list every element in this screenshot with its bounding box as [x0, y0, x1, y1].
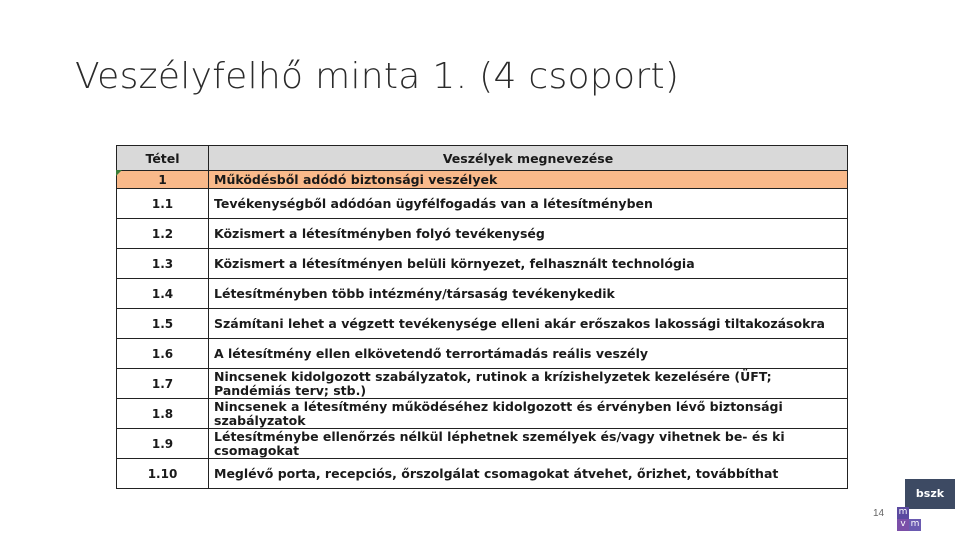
row-number: 1.5: [117, 309, 209, 339]
table-row: [117, 219, 848, 249]
row-number: 1.9: [117, 429, 209, 459]
row-number: 1.2: [117, 219, 209, 249]
table-row: [117, 339, 848, 369]
risk-table: [116, 145, 848, 489]
slide-title: Veszélyfelhő minta 1. (4 csoport): [75, 56, 680, 97]
row-number: 1.8: [117, 399, 209, 429]
table-row: [117, 249, 848, 279]
row-label: Számítani lehet a végzett tevékenysége elleni akár erőszakos lakossági tiltakozásokra: [209, 309, 848, 339]
group-number: 1: [117, 171, 209, 189]
risk-table-container: [116, 145, 847, 498]
table-row: [117, 429, 848, 459]
table-row: [117, 189, 848, 219]
row-label: Létesítményben több intézmény/társaság tevékenykedik: [209, 279, 848, 309]
mvm-logo-letter: m: [910, 519, 920, 529]
row-number: 1.4: [117, 279, 209, 309]
group-label: Működésből adódó biztonsági veszélyek: [209, 171, 848, 189]
table-row: [117, 459, 848, 489]
table-row: [117, 279, 848, 309]
table-row: [117, 369, 848, 399]
row-label: Létesítménybe ellenőrzés nélkül léphetnek személyek és/vagy vihetnek be- és ki csomagokat: [209, 429, 848, 459]
row-label: Nincsenek a létesítmény működéséhez kidolgozott és érvényben lévő biztonsági szabályzatok: [209, 399, 848, 429]
table-row: [117, 309, 848, 339]
row-number: 1.3: [117, 249, 209, 279]
mvm-logo-letter: m: [898, 507, 908, 517]
table-header-row: [117, 146, 848, 171]
header-item: Tétel: [117, 146, 209, 171]
row-label: Közismert a létesítményben folyó tevékenység: [209, 219, 848, 249]
mvm-logo-letter: v: [897, 519, 909, 531]
row-number: 1.7: [117, 369, 209, 399]
table-group-row: [117, 171, 848, 189]
row-label: Nincsenek kidolgozott szabályzatok, rutinok a krízishelyzetek kezelésére (ÜFT; Pandémiás terv; stb.): [209, 369, 848, 399]
row-label: Meglévő porta, recepciós, őrszolgálat csomagokat átvehet, őrizhet, továbbíthat: [209, 459, 848, 489]
row-number: 1.10: [117, 459, 209, 489]
bszk-logo: bszk: [905, 479, 955, 509]
mvm-logo: [897, 507, 927, 531]
row-number: 1.1: [117, 189, 209, 219]
row-label: Közismert a létesítményen belüli környezet, felhasznált technológia: [209, 249, 848, 279]
row-number: 1.6: [117, 339, 209, 369]
row-label: A létesítmény ellen elkövetendő terrortámadás reális veszély: [209, 339, 848, 369]
row-label: Tevékenységből adódóan ügyfélfogadás van a létesítményben: [209, 189, 848, 219]
header-name: Veszélyek megnevezése: [209, 146, 848, 171]
table-row: [117, 399, 848, 429]
page-number: 14: [873, 508, 885, 519]
cell-comment-marker: [116, 170, 122, 176]
